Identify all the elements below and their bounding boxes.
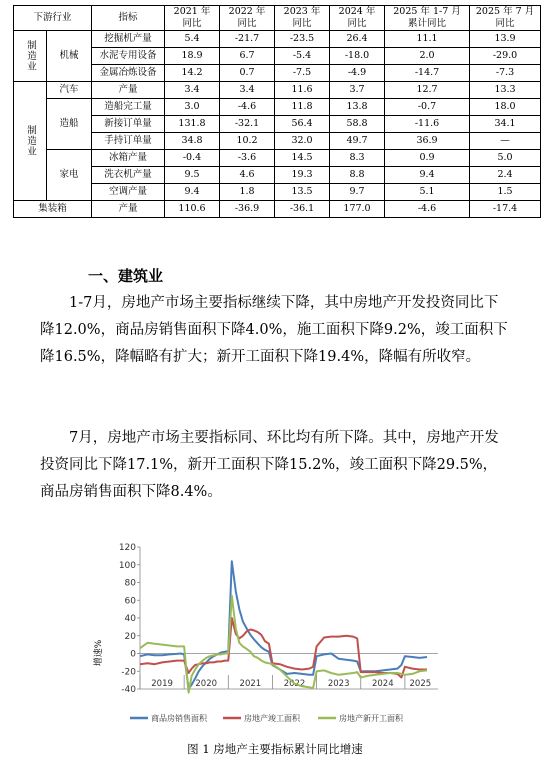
header-period-label: 2021 年 xyxy=(173,6,211,17)
value-cell: 18.0 xyxy=(470,99,541,116)
value-cell: 2.0 xyxy=(385,48,470,65)
value-cell: 9.7 xyxy=(330,184,385,201)
line-chart xyxy=(0,535,550,735)
value-cell: 19.3 xyxy=(275,167,330,184)
value-cell: -0.7 xyxy=(385,99,470,116)
paragraph-1: 1-7月，房地产市场主要指标继续下降，其中房地产开发投资同比下降12.0%，商品房销售面积下降4.0%，施工面积下降9.2%，竣工面积下降16.5%，降幅略有扩大；新开工面积下降19.4%，降幅有所收窄。 xyxy=(40,295,508,365)
header-period-label: 2025 年 1-7 月 xyxy=(393,6,461,17)
legend-label: 房地产竣工面积 xyxy=(244,714,300,723)
industry-group: 制造业 xyxy=(14,82,47,201)
y-tick-label: 60 xyxy=(124,596,136,607)
value-cell: 9.4 xyxy=(165,184,220,201)
value-cell: 13.5 xyxy=(275,184,330,201)
section-title: 一、建筑业 xyxy=(88,267,164,285)
value-cell: 26.4 xyxy=(330,31,385,48)
y-tick-label: 100 xyxy=(118,560,136,571)
header-period-label: 2022 年 xyxy=(228,6,266,17)
table-row xyxy=(14,65,541,82)
value-cell: 5.4 xyxy=(165,31,220,48)
value-cell: 18.9 xyxy=(165,48,220,65)
value-cell: -4.6 xyxy=(220,99,275,116)
value-cell: — xyxy=(470,133,541,150)
value-cell: -23.5 xyxy=(275,31,330,48)
y-tick-label: 120 xyxy=(118,543,136,553)
value-cell: -5.4 xyxy=(275,48,330,65)
indicator-label: 洗衣机产量 xyxy=(92,167,165,184)
value-cell: 34.1 xyxy=(470,116,541,133)
industry-table xyxy=(13,5,541,218)
header-period-sub: 同比 xyxy=(347,18,367,29)
sub-industry: 造船 xyxy=(47,99,92,150)
value-cell: 6.7 xyxy=(220,48,275,65)
value-cell: -17.4 xyxy=(470,201,541,218)
value-cell: 11.8 xyxy=(275,99,330,116)
header-period-sub: 同比 xyxy=(495,18,515,29)
header-period xyxy=(165,6,220,31)
series-line xyxy=(140,618,427,678)
header-period-label: 2025 年 7 月 xyxy=(475,6,535,17)
figure-caption: 图 1 房地产主要指标累计同比增速 xyxy=(187,742,363,756)
value-cell: -4.9 xyxy=(330,65,385,82)
value-cell: 13.8 xyxy=(330,99,385,116)
value-cell: 14.5 xyxy=(275,150,330,167)
y-tick-label: 20 xyxy=(124,631,136,642)
value-cell: 13.9 xyxy=(470,31,541,48)
x-category-label: 2025 xyxy=(409,679,432,689)
value-cell: 32.0 xyxy=(275,133,330,150)
table-row xyxy=(14,201,541,218)
value-cell: -7.3 xyxy=(470,65,541,82)
table-row xyxy=(14,31,541,48)
table-row xyxy=(14,48,541,65)
header-period xyxy=(275,6,330,31)
value-cell: 3.0 xyxy=(165,99,220,116)
value-cell: 3.4 xyxy=(165,82,220,99)
value-cell: 49.7 xyxy=(330,133,385,150)
header-period-label: 2024 年 xyxy=(338,6,376,17)
indicator-label: 造船完工量 xyxy=(92,99,165,116)
header-period-sub: 同比 xyxy=(292,18,312,29)
value-cell: -21.7 xyxy=(220,31,275,48)
industry-group: 制造业 xyxy=(14,31,47,82)
y-tick-label: 80 xyxy=(124,578,136,589)
value-cell: 34.8 xyxy=(165,133,220,150)
value-cell: 11.1 xyxy=(385,31,470,48)
header-period-sub: 同比 xyxy=(237,18,257,29)
value-cell: 2.4 xyxy=(470,167,541,184)
value-cell: 3.7 xyxy=(330,82,385,99)
value-cell: -4.6 xyxy=(385,201,470,218)
value-cell: -32.1 xyxy=(220,116,275,133)
table-row xyxy=(14,116,541,133)
y-tick-label: -20 xyxy=(121,667,136,678)
industry-group: 集装箱 xyxy=(14,201,92,218)
value-cell: 177.0 xyxy=(330,201,385,218)
value-cell: -0.4 xyxy=(165,150,220,167)
value-cell: -3.6 xyxy=(220,150,275,167)
x-category-label: 2021 xyxy=(239,679,262,689)
value-cell: -36.9 xyxy=(220,201,275,218)
header-row xyxy=(14,6,541,31)
header-period xyxy=(220,6,275,31)
y-axis-label: 增速% xyxy=(94,639,104,667)
indicator-label: 新接订单量 xyxy=(92,116,165,133)
value-cell: -11.6 xyxy=(385,116,470,133)
value-cell: -14.7 xyxy=(385,65,470,82)
paragraph-2: 7月，房地产市场主要指标同、环比均有所下降。其中，房地产开发投资同比下降17.1%，新开工面积下降15.2%，竣工面积下降29.5%，商品房销售面积下降8.4%。 xyxy=(40,430,499,500)
value-cell: -7.5 xyxy=(275,65,330,82)
table-row xyxy=(14,133,541,150)
value-cell: 14.2 xyxy=(165,65,220,82)
value-cell: -36.1 xyxy=(275,201,330,218)
x-category-label: 2019 xyxy=(151,679,173,689)
indicator-label: 金属冶炼设备 xyxy=(92,65,165,82)
legend-label: 房地产新开工面积 xyxy=(339,714,403,723)
indicator-label: 挖掘机产量 xyxy=(92,31,165,48)
indicator-label: 冰箱产量 xyxy=(92,150,165,167)
value-cell: 58.8 xyxy=(330,116,385,133)
value-cell: 0.7 xyxy=(220,65,275,82)
legend-label: 商品房销售面积 xyxy=(151,714,207,723)
header-period xyxy=(385,6,470,31)
value-cell: 3.4 xyxy=(220,82,275,99)
value-cell: 5.1 xyxy=(385,184,470,201)
series-line xyxy=(140,561,427,689)
sub-industry: 汽车 xyxy=(47,82,92,99)
y-tick-label: -40 xyxy=(121,685,136,695)
table-row xyxy=(14,167,541,184)
x-category-label: 2020 xyxy=(195,679,218,689)
header-industry: 下游行业 xyxy=(14,6,92,31)
value-cell: 36.9 xyxy=(385,133,470,150)
indicator-label: 产量 xyxy=(92,201,165,218)
y-tick-label: 0 xyxy=(130,649,136,660)
table-row xyxy=(14,99,541,116)
value-cell: -18.0 xyxy=(330,48,385,65)
value-cell: 56.4 xyxy=(275,116,330,133)
value-cell: 12.7 xyxy=(385,82,470,99)
y-tick-label: 40 xyxy=(124,614,136,624)
header-period xyxy=(330,6,385,31)
header-period-sub: 同比 xyxy=(182,18,202,29)
indicator-label: 产量 xyxy=(92,82,165,99)
value-cell: 5.0 xyxy=(470,150,541,167)
sub-industry: 机械 xyxy=(47,31,92,82)
value-cell: 9.4 xyxy=(385,167,470,184)
value-cell: 8.3 xyxy=(330,150,385,167)
value-cell: 1.8 xyxy=(220,184,275,201)
value-cell: 10.2 xyxy=(220,133,275,150)
header-indicator: 指标 xyxy=(92,6,165,31)
value-cell: 0.9 xyxy=(385,150,470,167)
value-cell: 4.6 xyxy=(220,167,275,184)
value-cell: 9.5 xyxy=(165,167,220,184)
x-category-label: 2022 xyxy=(283,679,306,689)
header-period xyxy=(470,6,541,31)
value-cell: 131.8 xyxy=(165,116,220,133)
value-cell: 13.3 xyxy=(470,82,541,99)
header-period-sub: 累计同比 xyxy=(408,18,447,29)
indicator-label: 水泥专用设备 xyxy=(92,48,165,65)
header-period-label: 2023 年 xyxy=(283,6,321,17)
indicator-label: 空调产量 xyxy=(92,184,165,201)
table-row xyxy=(14,184,541,201)
value-cell: 8.8 xyxy=(330,167,385,184)
sub-industry: 家电 xyxy=(47,150,92,201)
x-category-label: 2023 xyxy=(327,679,350,689)
value-cell: 110.6 xyxy=(165,201,220,218)
value-cell: 1.5 xyxy=(470,184,541,201)
indicator-label: 手持订单量 xyxy=(92,133,165,150)
table-row xyxy=(14,150,541,167)
x-category-label: 2024 xyxy=(371,679,394,689)
value-cell: -29.0 xyxy=(470,48,541,65)
table-row xyxy=(14,82,541,99)
value-cell: 11.6 xyxy=(275,82,330,99)
